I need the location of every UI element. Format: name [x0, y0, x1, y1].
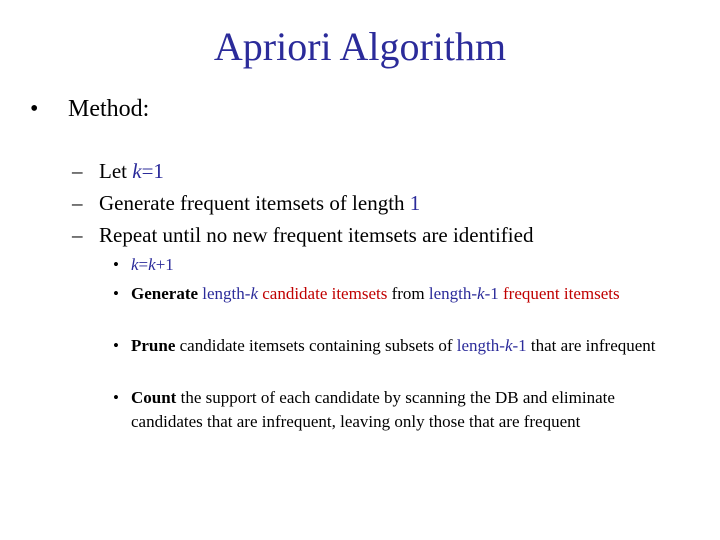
bullet-icon: •	[113, 388, 119, 407]
sub2-t6: frequent itemsets	[498, 284, 620, 303]
sub-item-generate	[113, 282, 683, 306]
sub2-t5: -1	[484, 284, 499, 303]
sub2-t2: candidate itemsets	[257, 284, 388, 303]
sub3-text	[131, 334, 683, 358]
sub3-t4: that are infrequent	[526, 336, 656, 355]
list-item-let-k	[72, 158, 164, 184]
sub4-t1: the support of each candidate by scanning the DB and eliminate candidates that are infrequent, leaving only those that are frequent	[131, 388, 615, 431]
sub1-k2: k	[148, 255, 156, 274]
sub2-t1: length-	[198, 284, 251, 303]
bullet-icon: •	[113, 336, 119, 355]
bullet-icon: •	[30, 96, 39, 122]
list-item-repeat	[72, 222, 533, 248]
slide-title: Apriori Algorithm	[213, 24, 507, 69]
bullet-icon: •	[113, 284, 119, 303]
item1-prefix: Let	[99, 159, 133, 183]
dash-icon: –	[72, 223, 83, 247]
sub3-bold: Prune	[131, 336, 176, 355]
list-item-generate-frequent	[72, 190, 420, 216]
bullet-icon: •	[113, 255, 119, 274]
sub-item-prune	[113, 334, 683, 358]
sub-item-count	[113, 386, 683, 434]
sub2-k2: k	[477, 284, 485, 303]
item3-text: Repeat until no new frequent itemsets are identified	[99, 223, 534, 247]
sub3-k: k	[504, 336, 513, 355]
item1-k: k	[132, 159, 142, 183]
sub2-k: k	[250, 284, 258, 303]
sub1-plus: +1	[155, 255, 174, 274]
sub1-text	[131, 253, 683, 277]
sub2-t3: from	[387, 284, 429, 303]
item1-suffix: =1	[141, 159, 164, 183]
sub1-k1: k	[131, 255, 139, 274]
item2-num: 1	[409, 191, 421, 215]
dash-icon: –	[72, 191, 83, 215]
sub4-text	[131, 386, 683, 434]
sub3-t1: candidate itemsets containing subsets of	[175, 336, 457, 355]
sub2-bold: Generate	[131, 284, 199, 303]
sub4-bold: Count	[131, 388, 177, 407]
sub2-text	[131, 282, 683, 306]
bullet-method	[30, 94, 149, 124]
sub-item-k-increment	[113, 253, 683, 277]
sub3-t2: length-	[456, 336, 505, 355]
sub2-t4: length-	[428, 284, 478, 303]
sub1-eq: =	[138, 255, 149, 274]
item2-text: Generate frequent itemsets of length	[99, 191, 410, 215]
sub3-t3: -1	[512, 336, 527, 355]
method-label: Method:	[68, 96, 150, 122]
dash-icon: –	[72, 159, 83, 183]
